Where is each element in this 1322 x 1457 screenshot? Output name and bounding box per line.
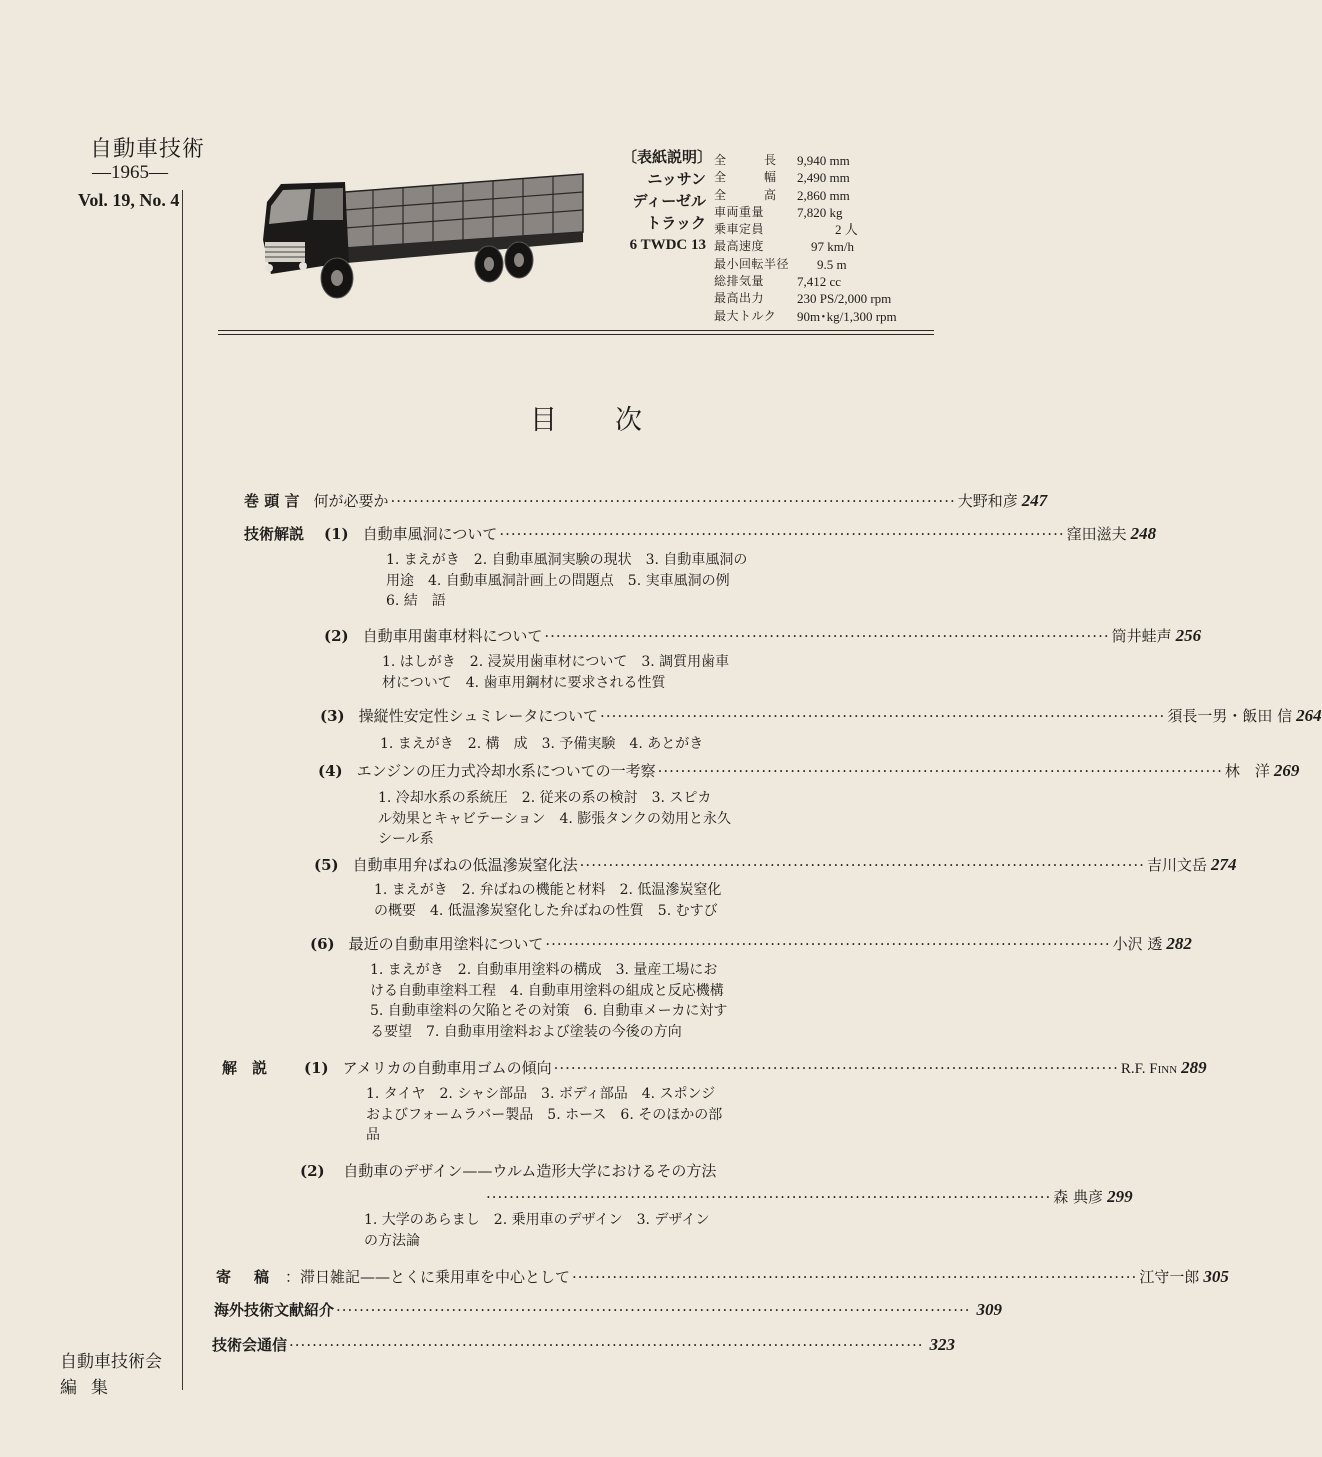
- toc-page: 256: [1175, 626, 1202, 645]
- toc-author: 筒井蛙声: [1111, 627, 1172, 645]
- toc-title: ：滞日雑記——とくに乗用車を中心として: [285, 1268, 571, 1286]
- subsection-line: る要望 7. 自動車用塗料および塗装の今後の方向: [370, 1023, 682, 1040]
- toc-category-review: 解 説: [222, 1059, 268, 1077]
- subsection-line: 用途 4. 自動車風洞計画上の問題点 5. 実車風洞の例: [386, 572, 730, 589]
- toc-page: 282: [1166, 934, 1192, 953]
- toc-subsections: [380, 734, 703, 755]
- toc-number: (6): [310, 935, 335, 953]
- toc-subsections: [378, 788, 731, 850]
- subsection-line: 1. 大学のあらまし 2. 乗用車のデザイン 3. デザイン: [364, 1212, 710, 1228]
- cover-name-line: トラック: [646, 214, 706, 232]
- toc-entry-foreword[interactable]: [244, 490, 1048, 511]
- spec-row: [714, 256, 897, 273]
- spec-value: 2,860 mm: [797, 187, 850, 203]
- toc-number: (2): [300, 1162, 325, 1180]
- toc-page: 289: [1181, 1058, 1207, 1077]
- toc-subsections: [382, 652, 729, 693]
- toc-title: アメリカの自動車用ゴムの傾向: [342, 1059, 552, 1077]
- toc-page: 264: [1296, 706, 1322, 725]
- toc-page: 309: [976, 1300, 1003, 1319]
- subsection-line: の方法論: [364, 1232, 420, 1249]
- leader-dots: ··································································································: [390, 492, 956, 510]
- spec-label: 乗車定員: [714, 222, 765, 237]
- toc-title: 自動車用歯車材料について: [362, 627, 543, 645]
- subsection-line: 1. まえがき 2. 自動車用塗料の構成 3. 量産工場にお: [370, 962, 718, 978]
- spec-label: 最小回転半径: [714, 256, 790, 271]
- toc-number: (3): [320, 707, 345, 725]
- toc-author: 大野和彦: [957, 492, 1018, 510]
- spec-label: 全 高: [714, 187, 777, 202]
- toc-category-tech: 技術解説: [244, 525, 305, 543]
- toc-title: 何が必要か: [313, 492, 389, 510]
- leader-dots: ··································································································: [600, 707, 1166, 725]
- toc-title: エンジンの圧力式冷却水系についての一考察: [356, 762, 656, 780]
- journal-year: —1965—: [92, 162, 168, 183]
- leader-dots: ··································································································: [545, 935, 1111, 953]
- toc-number: (5): [314, 856, 339, 874]
- spec-row: [714, 308, 897, 325]
- header-rule: [218, 334, 934, 335]
- toc-subsections: [364, 1210, 709, 1251]
- spec-label: 総排気量: [714, 274, 765, 289]
- leader-dots: ··································································································: [499, 525, 1065, 543]
- contents-heading: 目次: [530, 405, 700, 436]
- subsection-line: 1. まえがき 2. 弁ばねの機能と材料 2. 低温滲炭窒化: [374, 882, 722, 898]
- toc-category: 巻 頭 言: [244, 492, 300, 510]
- spec-label: 全 幅: [714, 170, 777, 185]
- toc-author: 窪田滋夫: [1066, 525, 1127, 543]
- leader-dots: ··································································································: [553, 1059, 1119, 1077]
- subsection-line: 5. 自動車塗料の欠陥とその対策 6. 自動車メーカに対す: [370, 1003, 728, 1019]
- toc-author: 林 洋: [1224, 762, 1270, 780]
- spec-value: 97 km/h: [811, 239, 854, 255]
- cover-description-heading: 〔表紙説明〕: [622, 148, 713, 166]
- spec-row: [714, 221, 897, 238]
- cover-name-line: ディーゼル: [632, 192, 706, 210]
- spec-row: [714, 152, 897, 169]
- spec-table: [714, 152, 897, 325]
- leader-dots: ··································································································: [657, 762, 1223, 780]
- spec-row: [714, 169, 897, 186]
- subsection-line: シール系: [378, 831, 434, 847]
- subsection-line: 1. まえがき 2. 構 成 3. 予備実験 4. あとがき: [380, 736, 704, 752]
- subsection-line: およびフォームラバー製品 5. ホース 6. そのほかの部: [366, 1106, 723, 1123]
- subsection-line: 品: [366, 1127, 380, 1143]
- toc-entry-abstracts[interactable]: [214, 1299, 1003, 1320]
- toc-author: 須長一男・飯田 信: [1167, 707, 1293, 725]
- subsection-line: 1. まえがき 2. 自動車風洞実験の現状 3. 自動車風洞の: [386, 552, 748, 568]
- subsection-line: 1. タイヤ 2. シャシ部品 3. ボディ部品 4. スポンジ: [366, 1086, 716, 1102]
- publisher-name: 自動車技術会: [60, 1352, 162, 1372]
- spec-label: 全 長: [714, 153, 777, 167]
- subsection-line: 1. はしがき 2. 浸炭用歯車材について 3. 調質用歯車: [382, 654, 730, 670]
- cover-model-code: 6 TWDC 13: [629, 237, 706, 253]
- toc-subsections: [374, 880, 721, 921]
- toc-entry-contribution[interactable]: [216, 1266, 1229, 1287]
- toc-entry-author-line[interactable]: [484, 1186, 1133, 1207]
- left-vertical-rule: [182, 190, 183, 1390]
- toc-number: (4): [318, 762, 343, 780]
- spec-value: 230 PS/2,000 rpm: [797, 291, 892, 307]
- toc-category: 海外技術文献紹介: [214, 1301, 335, 1319]
- subsection-line: の概要 4. 低温滲炭窒化した弁ばねの性質 5. むすび: [374, 902, 718, 919]
- toc-category: 技術会通信: [212, 1336, 288, 1354]
- spec-value: 9.5 m: [817, 256, 847, 272]
- toc-page: 274: [1210, 855, 1237, 874]
- toc-author: 小沢 透: [1112, 935, 1163, 953]
- leader-dots: ··············································································································: [336, 1301, 971, 1319]
- toc-number: (1): [304, 1059, 329, 1077]
- toc-entry[interactable]: [318, 760, 1300, 781]
- toc-entry-title[interactable]: [300, 1160, 716, 1181]
- spec-value: 9,940 mm: [797, 153, 850, 168]
- toc-title: 自動車風洞について: [362, 525, 498, 543]
- spec-label: 最高速度: [714, 239, 765, 254]
- subsection-line: 1. 冷却水系の系統圧 2. 従来の系の検討 3. スピカ: [378, 790, 712, 806]
- toc-entry[interactable]: [324, 523, 1157, 544]
- toc-page: 247: [1021, 491, 1048, 510]
- toc-author: 吉川文岳: [1146, 856, 1207, 874]
- toc-author: 江守一郎: [1139, 1268, 1200, 1286]
- truck-photo: [253, 170, 593, 310]
- leader-dots: ··································································································: [572, 1268, 1138, 1286]
- toc-page: 299: [1107, 1187, 1133, 1206]
- toc-page: 269: [1273, 761, 1300, 780]
- subsection-line: 6. 結 語: [386, 593, 446, 609]
- leader-dots: ··································································································: [486, 1188, 1052, 1206]
- toc-entry[interactable]: [304, 1057, 1207, 1078]
- spec-row: [714, 290, 897, 307]
- toc-page: 248: [1130, 524, 1157, 543]
- toc-number: (2): [324, 627, 349, 645]
- toc-page: 323: [929, 1335, 956, 1354]
- spec-label: 最大トルク: [714, 308, 777, 323]
- toc-entry[interactable]: [314, 854, 1237, 875]
- cover-name-line: ニッサン: [647, 170, 706, 188]
- publisher-editing: 編集: [60, 1378, 122, 1398]
- spec-label: 最高出力: [714, 291, 765, 306]
- spec-value: 90m･kg/1,300 rpm: [797, 308, 897, 324]
- toc-entry-news[interactable]: [212, 1334, 956, 1355]
- toc-title: 最近の自動車用塗料について: [348, 935, 544, 953]
- spec-row: [714, 238, 897, 255]
- spec-value: 2,490 mm: [797, 170, 850, 186]
- journal-volume: Vol. 19, No. 4: [78, 190, 180, 210]
- toc-title: 自動車のデザイン——ウルム造形大学におけるその方法: [343, 1162, 717, 1180]
- toc-author: 森 典彦: [1053, 1188, 1104, 1206]
- toc-entry[interactable]: [320, 705, 1322, 726]
- spec-value: 7,820 kg: [797, 204, 843, 220]
- toc-author: R.F. Finn: [1120, 1061, 1178, 1077]
- toc-page: 305: [1203, 1267, 1229, 1286]
- spec-row: [714, 187, 897, 204]
- toc-category: 寄 稿: [216, 1268, 274, 1286]
- subsection-line: ける自動車塗料工程 4. 自動車用塗料の組成と反応機構: [370, 982, 724, 999]
- toc-subsections: [366, 1084, 722, 1146]
- journal-title: 自動車技術: [90, 137, 206, 162]
- subsection-line: 材について 4. 歯車用鋼材に要求される性質: [382, 674, 666, 691]
- leader-dots: ··································································································: [579, 856, 1145, 874]
- toc-title: 操縦性安定性シュミレータについて: [358, 707, 599, 725]
- spec-row: [714, 204, 897, 221]
- spec-value: 7,412 cc: [797, 274, 842, 290]
- toc-number: (1): [324, 525, 349, 543]
- header-rule: [218, 330, 934, 331]
- toc-subsections: [386, 550, 747, 612]
- spec-value: 2 人: [835, 222, 858, 238]
- subsection-line: ル効果とキャビテーション 4. 膨張タンクの効用と永久: [378, 810, 731, 827]
- cover-vehicle-name: [622, 168, 706, 256]
- toc-entry[interactable]: [324, 625, 1202, 646]
- toc-title: 自動車用弁ばねの低温滲炭窒化法: [352, 856, 578, 874]
- spec-row: [714, 273, 897, 290]
- toc-subsections: [370, 960, 727, 1042]
- spec-label: 車両重量: [714, 204, 765, 219]
- leader-dots: ··············································································································: [289, 1336, 924, 1354]
- leader-dots: ··································································································: [544, 627, 1110, 645]
- toc-entry[interactable]: [310, 933, 1192, 954]
